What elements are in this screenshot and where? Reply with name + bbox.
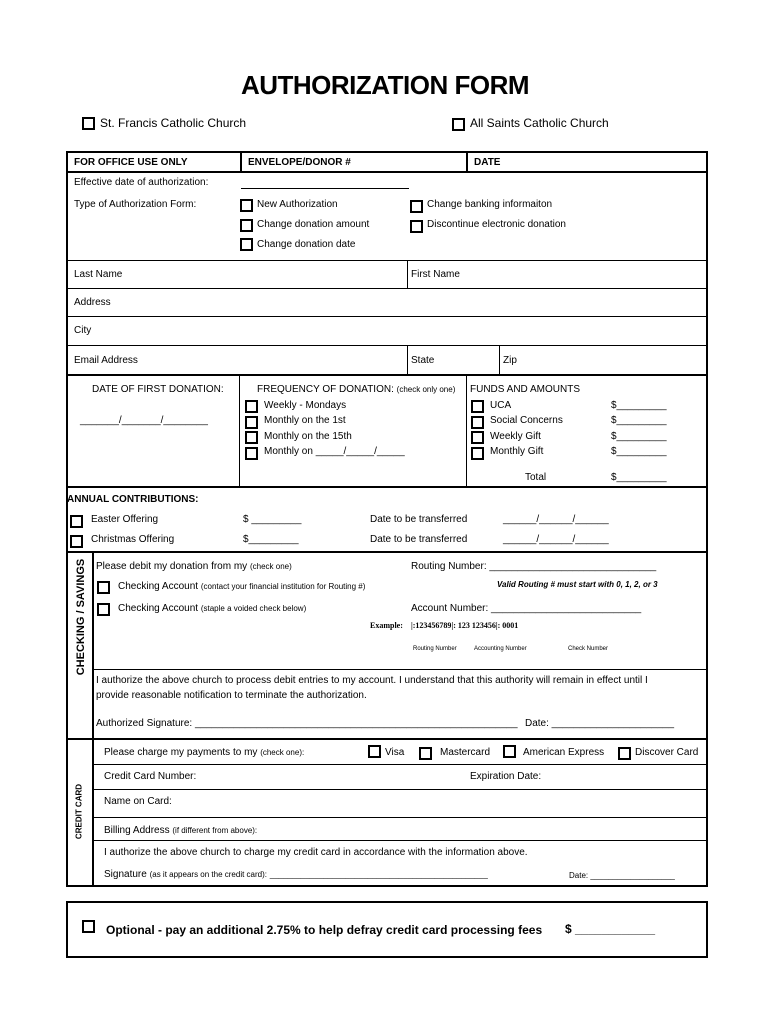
optional-fee-text: Optional - pay an additional 2.75% to help defray credit card processing fees [106, 923, 543, 937]
monthly-gift-amount[interactable]: $_________ [611, 446, 667, 457]
card-date-field[interactable]: Date: ___________________ [569, 871, 675, 880]
weekly-gift-amount[interactable]: $_________ [611, 431, 667, 442]
checking-side-label: CHECKING / SAVINGS [75, 558, 87, 676]
new-authorization-checkbox[interactable] [240, 199, 253, 212]
checking-account-1-note: (contact your financial institution for Routing #) [200, 582, 366, 591]
visa-label: Visa [385, 747, 405, 758]
discontinue-label: Discontinue electronic donation [427, 219, 566, 230]
total-amount[interactable]: $_________ [611, 472, 667, 483]
date-label: DATE [474, 157, 501, 168]
checking-account-2-label [118, 603, 306, 614]
change-amount-checkbox[interactable] [240, 219, 253, 232]
all-saints-checkbox[interactable] [452, 118, 465, 131]
expiration-label: Expiration Date: [470, 771, 542, 782]
monthly-15th-checkbox[interactable] [245, 431, 258, 444]
st-francis-checkbox[interactable] [82, 117, 95, 130]
monthly-gift-label: Monthly Gift [490, 446, 544, 457]
easter-label: Easter Offering [91, 514, 159, 525]
debit-text: Please debit my donation from my [96, 561, 248, 572]
state-label: State [411, 355, 435, 366]
visa-checkbox[interactable] [368, 745, 381, 758]
monthly-gift-checkbox[interactable] [471, 447, 484, 460]
charge-text: Please charge my payments to my [104, 747, 258, 758]
billing-address-note: (if different from above): [172, 826, 258, 835]
card-signature-text: Signature [104, 869, 147, 880]
routing-number-field[interactable]: Routing Number: ______________________________ [411, 561, 657, 572]
monthly-15th-label: Monthly on the 15th [264, 431, 352, 442]
routing-number-caption: Routing Number [413, 646, 457, 652]
easter-checkbox[interactable] [70, 515, 83, 528]
discontinue-checkbox[interactable] [410, 220, 423, 233]
uca-checkbox[interactable] [471, 400, 484, 413]
billing-address-text: Billing Address [104, 825, 170, 836]
discover-label: Discover Card [635, 747, 699, 758]
social-concerns-checkbox[interactable] [471, 416, 484, 429]
optional-fee-checkbox[interactable] [82, 920, 95, 933]
christmas-label: Christmas Offering [91, 534, 175, 545]
amex-label: American Express [523, 747, 605, 758]
checking-date-field[interactable]: Date: ______________________ [525, 718, 675, 729]
uca-amount[interactable]: $_________ [611, 400, 667, 411]
city-label: City [74, 325, 92, 336]
checking-account-2-text: Checking Account [118, 603, 199, 614]
envelope-label: ENVELOPE/DONOR # [248, 157, 351, 168]
checking-account-1-checkbox[interactable] [97, 581, 110, 594]
social-concerns-amount[interactable]: $_________ [611, 415, 667, 426]
first-donation-field[interactable]: _______/_______/________ [80, 415, 208, 426]
christmas-checkbox[interactable] [70, 535, 83, 548]
debit-label [96, 561, 292, 572]
checking-account-1-label [118, 581, 365, 592]
monthly-on-label: Monthly on _____/_____/_____ [264, 446, 405, 457]
weekly-gift-checkbox[interactable] [471, 431, 484, 444]
christmas-amount[interactable]: $_________ [243, 534, 299, 545]
change-date-checkbox[interactable] [240, 238, 253, 251]
checking-authorization-line-1: I authorize the above church to process debit entries to my account. I understand that this authority will remain in effect until I [96, 675, 648, 686]
monthly-1st-checkbox[interactable] [245, 416, 258, 429]
mastercard-checkbox[interactable] [419, 747, 432, 760]
name-on-card-label: Name on Card: [104, 796, 172, 807]
change-banking-label: Change banking informaiton [427, 199, 553, 210]
christmas-date-field[interactable]: ______/______/______ [503, 534, 609, 545]
authorized-signature-field[interactable]: Authorized Signature: __________________________________________________________ [96, 718, 518, 729]
frequency-title: FREQUENCY OF DONATION: [257, 384, 394, 395]
social-concerns-label: Social Concerns [490, 415, 563, 426]
checking-account-2-checkbox[interactable] [97, 603, 110, 616]
checking-authorization-line-2: provide reasonable notification to terminate the authorization. [96, 690, 367, 701]
discover-checkbox[interactable] [618, 747, 631, 760]
credit-card-side-label: CREDIT CARD [74, 783, 84, 840]
card-signature-note: (as it appears on the credit card): [149, 870, 267, 879]
change-amount-label: Change donation amount [257, 219, 370, 230]
account-number-field[interactable]: Account Number: ___________________________ [411, 603, 642, 614]
email-label: Email Address [74, 355, 138, 366]
debit-check-one: (check one) [249, 562, 292, 571]
easter-date-label: Date to be transferred [370, 514, 468, 525]
weekly-gift-label: Weekly Gift [490, 431, 541, 442]
office-use-label: FOR OFFICE USE ONLY [74, 157, 188, 168]
easter-amount[interactable]: $ _________ [243, 514, 302, 525]
frequency-note: (check only one) [396, 385, 456, 394]
new-authorization-label: New Authorization [257, 199, 338, 210]
card-signature-label [104, 869, 488, 880]
total-label: Total [525, 472, 547, 483]
checking-account-2-note: (staple a voided check below) [200, 604, 307, 613]
charge-label [104, 747, 304, 758]
check-number-caption: Check Number [568, 646, 609, 652]
zip-label: Zip [503, 355, 517, 366]
credit-authorization-text: I authorize the above church to charge my credit card in accordance with the information above. [104, 847, 528, 858]
funds-label: FUNDS AND AMOUNTS [470, 384, 581, 395]
amex-checkbox[interactable] [503, 745, 516, 758]
first-name-label: First Name [411, 269, 460, 280]
card-number-label: Credit Card Number: [104, 771, 197, 782]
change-banking-checkbox[interactable] [410, 200, 423, 213]
easter-date-field[interactable]: ______/______/______ [503, 514, 609, 525]
annual-label: ANNUAL CONTRIBUTIONS: [67, 494, 199, 505]
change-date-label: Change donation date [257, 239, 356, 250]
weekly-label: Weekly - Mondays [264, 400, 347, 411]
example-label: Example: [370, 621, 403, 630]
frequency-label [257, 384, 455, 395]
address-label: Address [74, 297, 111, 308]
checking-account-1-text: Checking Account [118, 581, 199, 592]
first-donation-label: DATE OF FIRST DONATION: [92, 384, 224, 395]
page-title: AUTHORIZATION FORM [240, 70, 530, 100]
type-label: Type of Authorization Form: [74, 199, 197, 210]
example-number: |:123456789|: 123 123456|: 0001 [411, 621, 519, 630]
monthly-on-checkbox[interactable] [245, 447, 258, 460]
effective-date-label: Effective date of authorization: [74, 177, 209, 188]
weekly-checkbox[interactable] [245, 400, 258, 413]
optional-fee-amount[interactable]: $ ____________ [565, 922, 656, 936]
uca-label: UCA [490, 400, 512, 411]
accounting-number-caption: Accounting Number [474, 646, 527, 652]
effective-date-field[interactable] [241, 188, 409, 189]
all-saints-label: All Saints Catholic Church [470, 116, 609, 130]
charge-check-one: (check one): [260, 748, 305, 757]
mastercard-label: Mastercard [440, 747, 491, 758]
last-name-label: Last Name [74, 269, 123, 280]
st-francis-label: St. Francis Catholic Church [100, 116, 247, 130]
christmas-date-label: Date to be transferred [370, 534, 468, 545]
card-signature-field[interactable]: _________________________________________________ [269, 870, 488, 879]
monthly-1st-label: Monthly on the 1st [264, 415, 346, 426]
billing-address-label [104, 825, 257, 836]
valid-routing-note: Valid Routing # must start with 0, 1, 2, or 3 [497, 580, 658, 589]
